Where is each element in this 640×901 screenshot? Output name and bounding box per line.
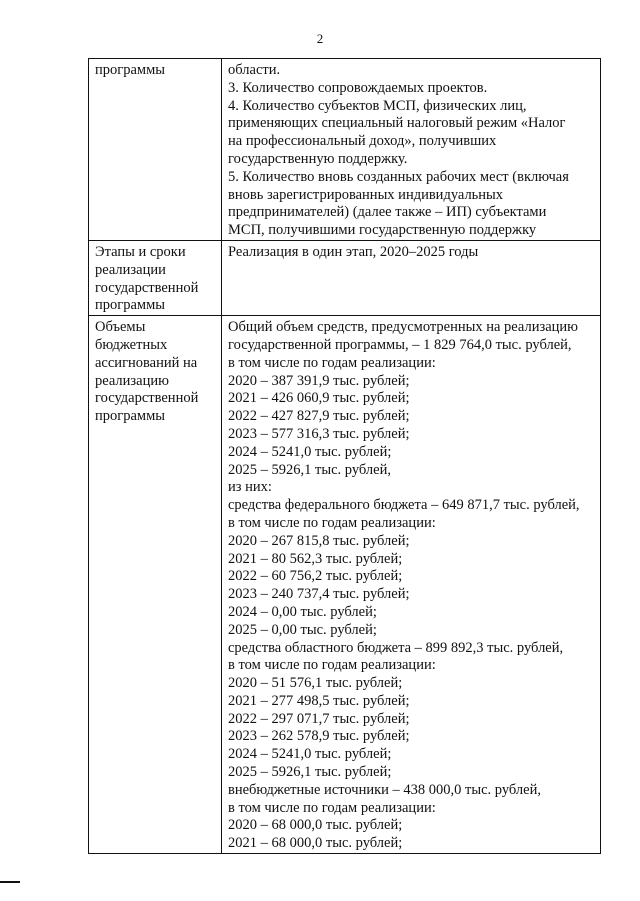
label-line: государственной — [95, 390, 199, 407]
label-line: программы — [95, 297, 165, 314]
content-line: 2024 – 5241,0 тыс. рублей; — [228, 443, 392, 460]
label-line: бюджетных — [95, 336, 168, 353]
content-line: 2023 – 577 316,3 тыс. рублей; — [228, 425, 410, 442]
content-line: 2021 – 80 562,3 тыс. рублей; — [228, 550, 403, 567]
content-line: в том числе по годам реализации: — [228, 657, 436, 674]
program-passport-table — [88, 58, 601, 854]
content-line: 2021 – 426 060,9 тыс. рублей; — [228, 390, 410, 407]
label-line: реализацию — [95, 372, 169, 389]
content-line: на профессиональный доход», получивших — [228, 133, 497, 150]
content-line: Реализация в один этап, 2020–2025 годы — [228, 243, 479, 260]
margin-mark — [0, 881, 20, 883]
content-line: 5. Количество вновь созданных рабочих мест (включая — [228, 168, 569, 185]
label-line: Объемы — [95, 319, 146, 336]
content-line: 2020 – 267 815,8 тыс. рублей; — [228, 532, 410, 549]
content-line: 3. Количество сопровождаемых проектов. — [228, 79, 488, 96]
content-line: 2021 – 277 498,5 тыс. рублей; — [228, 692, 410, 709]
content-line: из них: — [228, 479, 272, 496]
row-content-cell — [222, 316, 601, 854]
content-line: 2020 – 51 576,1 тыс. рублей; — [228, 675, 403, 692]
table-row-budget-allocations — [89, 316, 601, 854]
content-line: 2022 – 60 756,2 тыс. рублей; — [228, 568, 403, 585]
content-line: 2020 – 68 000,0 тыс. рублей; — [228, 817, 403, 834]
label-line: Этапы и сроки — [95, 243, 186, 260]
content-line: 2023 – 262 578,9 тыс. рублей; — [228, 728, 410, 745]
content-line: МСП, получившими государственную поддержку — [228, 222, 537, 239]
table-row-stages-and-terms — [89, 240, 601, 315]
content-line: 2025 – 5926,1 тыс. рублей; — [228, 764, 392, 781]
content-line: 2021 – 68 000,0 тыс. рублей; — [228, 835, 403, 852]
row-label-cell — [89, 59, 222, 241]
content-line: 2024 – 0,00 тыс. рублей; — [228, 603, 377, 620]
content-line: 2022 – 427 827,9 тыс. рублей; — [228, 408, 410, 425]
content-line: средства областного бюджета – 899 892,3 тыс. рублей, — [228, 639, 564, 656]
content-line: государственную поддержку. — [228, 150, 408, 167]
content-line: в том числе по годам реализации: — [228, 799, 436, 816]
row-content-cell — [222, 240, 601, 315]
content-line: вновь зарегистрированных индивидуальных — [228, 186, 504, 203]
content-line: 2022 – 297 071,7 тыс. рублей; — [228, 710, 410, 727]
content-line: внебюджетные источники – 438 000,0 тыс. рублей, — [228, 781, 541, 798]
content-line: 4. Количество субъектов МСП, физических лиц, — [228, 97, 527, 114]
content-line: 2025 – 0,00 тыс. рублей; — [228, 621, 377, 638]
content-line: в том числе по годам реализации: — [228, 354, 436, 371]
label-line: программы — [95, 62, 165, 78]
row-content-cell — [222, 59, 601, 241]
content-line: 2025 – 5926,1 тыс. рублей, — [228, 461, 391, 478]
label-line: программы — [95, 408, 165, 425]
content-line: средства федерального бюджета – 649 871,7 тыс. рублей, — [228, 497, 580, 514]
content-line: 2024 – 5241,0 тыс. рублей; — [228, 746, 392, 763]
row-label-cell — [89, 316, 222, 854]
label-line: ассигнований на — [95, 354, 198, 371]
page-number: 2 — [316, 31, 324, 46]
label-line: реализации — [95, 261, 166, 278]
content-line: применяющих специальный налоговый режим «Налог — [228, 115, 566, 132]
row-label-cell — [89, 240, 222, 315]
content-line: в том числе по годам реализации: — [228, 514, 436, 531]
content-line: области. — [228, 62, 281, 78]
content-line: 2023 – 240 737,4 тыс. рублей; — [228, 586, 410, 603]
content-line: предпринимателей) (далее также – ИП) субъектами — [228, 204, 547, 221]
content-line: государственной программы, – 1 829 764,0 тыс. рублей, — [228, 336, 572, 353]
content-line: Общий объем средств, предусмотренных на реализацию — [228, 319, 578, 336]
table-row-program-goals — [89, 59, 601, 241]
label-line: государственной — [95, 279, 199, 296]
content-line: 2020 – 387 391,9 тыс. рублей; — [228, 372, 410, 389]
